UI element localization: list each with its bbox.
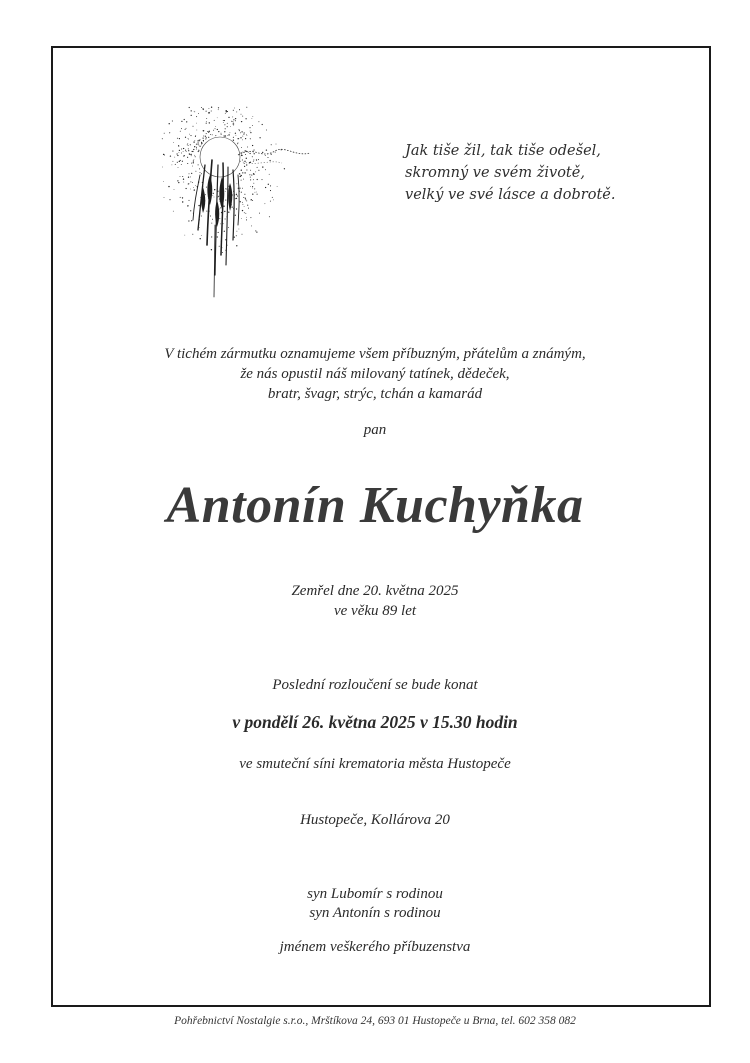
deceased-name: Antonín Kuchyňka — [166, 477, 584, 534]
poem-line: velký ve své lásce a dobrotě. — [405, 187, 616, 203]
sun-reed-icon — [160, 105, 320, 300]
announcement-line: V tichém zármutku oznamujeme všem příbuzným, přátelům a známým, — [164, 346, 586, 362]
farewell-intro: Poslední rozloučení se bude konat — [272, 677, 478, 693]
mourner: syn Antonín s rodinou — [309, 905, 441, 921]
death-date: Zemřel dne 20. května 2025 — [291, 583, 459, 599]
funeral-service-footer: Pohřebnictví Nostalgie s.r.o., Mrštíkova 24, 693 01 Hustopeče u Brna, tel. 602 358 082 — [174, 1015, 576, 1027]
mourner: syn Lubomír s rodinou — [307, 886, 443, 902]
family-address: Hustopeče, Kollárova 20 — [300, 812, 450, 828]
poem — [405, 140, 615, 206]
honorific: pan — [363, 422, 387, 438]
death-age: ve věku 89 let — [333, 603, 417, 619]
poem-line: Jak tiše žil, tak tiše odešel, — [405, 143, 601, 159]
ceremony-venue: ve smuteční síni krematoria města Hustopeče — [239, 756, 511, 772]
announcement-line: že nás opustil náš milovaný tatínek, dědeček, — [240, 366, 510, 382]
ceremony-datetime: v pondělí 26. května 2025 v 15.30 hodin — [232, 712, 518, 732]
mourners-list — [0, 885, 750, 923]
poem-line: skromný ve svém životě, — [405, 165, 585, 181]
announcement-line: bratr, švagr, strýc, tchán a kamarád — [267, 386, 483, 402]
death-info — [0, 581, 750, 621]
family-signature: jménem veškerého příbuzenstva — [279, 939, 471, 955]
announcement-text — [0, 344, 750, 404]
